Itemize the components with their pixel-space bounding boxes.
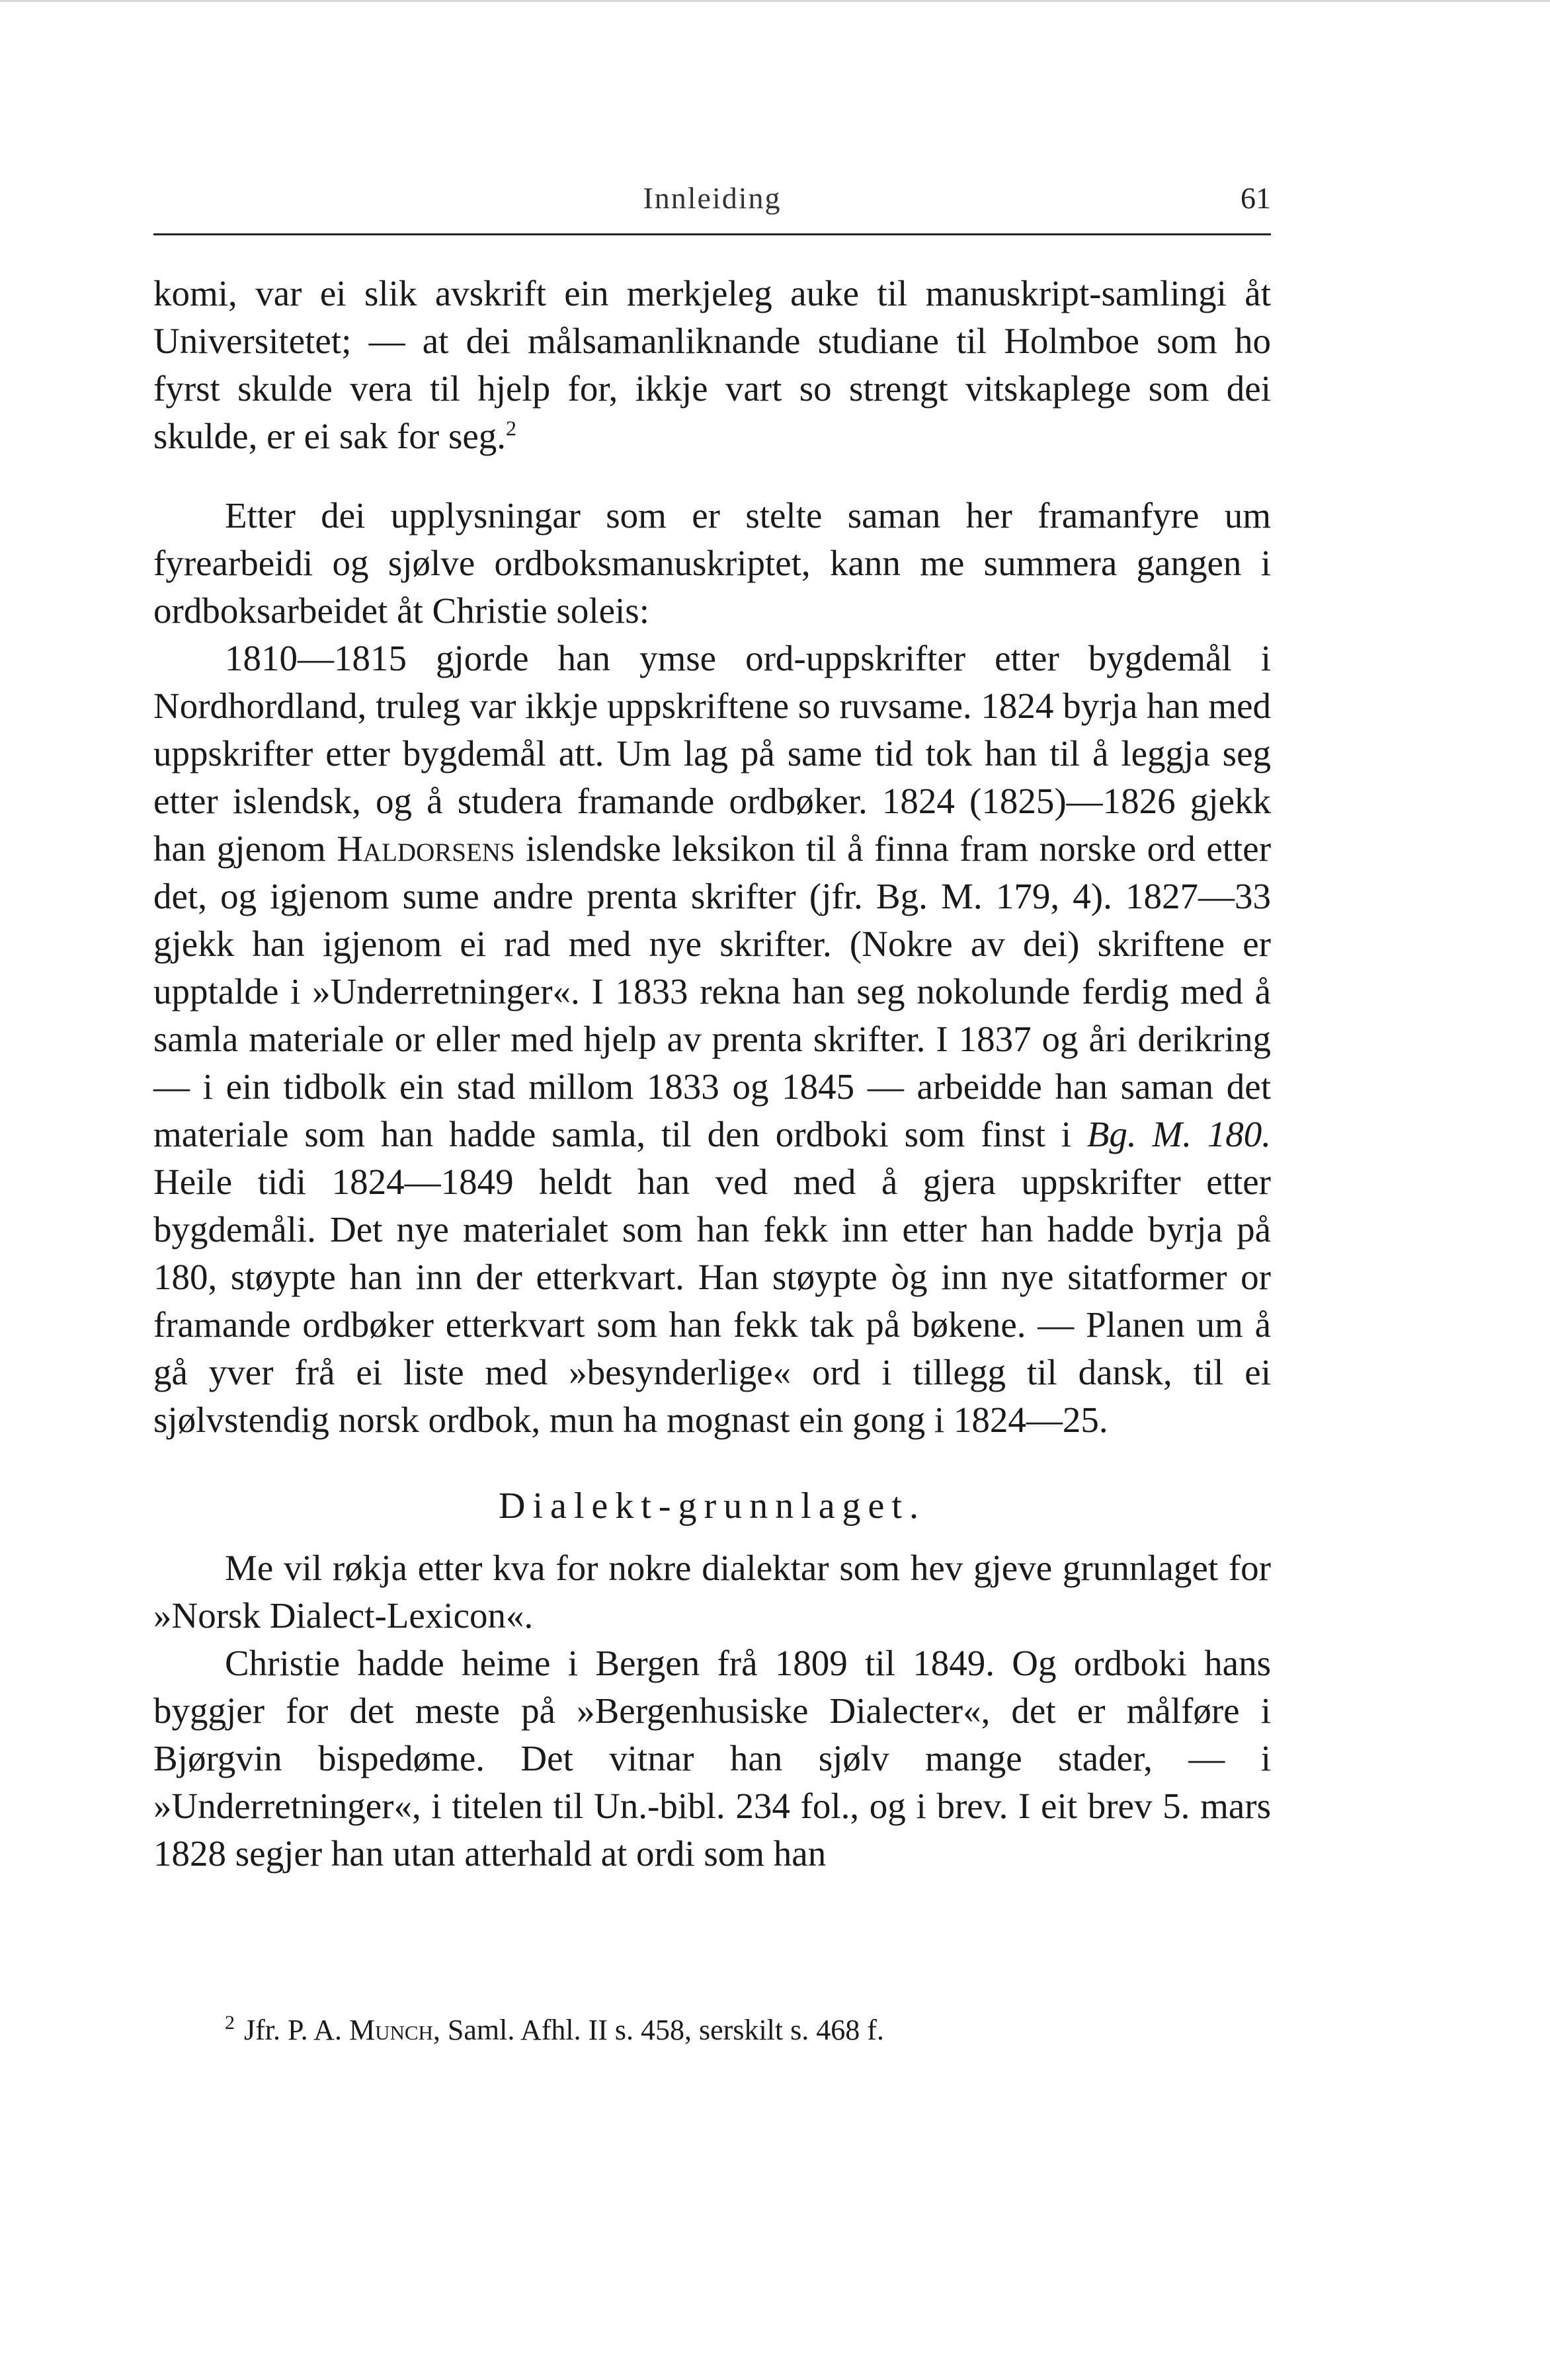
section-heading: Dialekt-grunnlaget.: [499, 1486, 926, 1527]
paragraph-3: [153, 635, 1271, 1444]
footnote: [153, 2012, 1271, 2049]
footnote-text-b: Saml. Afhl. II s. 458, serskilt s. 468 f.: [447, 2014, 884, 2046]
footnote-reference: 2: [506, 416, 517, 440]
paragraph-1: [153, 270, 1271, 460]
author-name-haldorsen: Haldorsens: [337, 828, 515, 869]
manuscript-reference: Bg. M. 180.: [1086, 1114, 1272, 1154]
paragraph-3-text-c: Heile tidi 1824—1849 heldt han ved med å gjera uppskrifter etter bygdemåli. Det nye materialet som han fekk inn etter han hadde byrja på 180, støypte han inn der etterkvart. Han støypte òg inn nye sitatformer or framande ordbøker etterkvart som han fekk tak på bøkene. — Planen um å gå yver frå ei liste med »besynderlige« ord i tillegg til dansk, til ei sjølvstendig norsk ordbok, mun ha mognast ein gong i 1824—25.: [153, 1162, 1271, 1440]
paragraph-4: Me vil røkja etter kva for nokre dialektar som hev gjeve grunnlaget for »Norsk Dialect-Lexicon«.: [153, 1548, 1271, 1636]
page-number: 61: [1241, 181, 1271, 215]
footnote-author-name: Munch,: [348, 2014, 440, 2046]
running-header: [153, 180, 1271, 235]
paragraph-5: Christie hadde heime i Bergen frå 1809 til 1849. Og ordboki hans byggjer for det meste på »Bergenhusiske Dialecter«, det er målføre i Bjørgvin bispedøme. Det vitnar han sjølv mange stader, — i »Underretninger«, i titelen til Un.-bibl. 234 fol., og i brev. I eit brev 5. mars 1828 segjer han utan atterhald at ordi som han: [153, 1643, 1271, 1874]
main-text: [153, 270, 1271, 1878]
footnote-mark: 2: [225, 2012, 235, 2034]
footnote-text-a: Jfr. P. A.: [244, 2014, 342, 2046]
paragraph-3-text-b: islendske leksikon til å finna fram norske ord etter det, og igjenom sume andre prenta skrifter (jfr. Bg. M. 179, 4). 1827—33 gjekk han igjenom ei rad med nye skrifter. (Nokre av dei) skriftene er upptalde i »Underretninger«. I 1833 rekna han seg nokolunde ferdig med å samla materiale or eller med hjelp av prenta skrifter. I 1837 og åri derikring — i ein tidbolk ein stad millom 1833 og 1845 — arbeidde han saman det materiale som han hadde samla, til den ordboki som finst i: [153, 828, 1272, 1154]
running-title: Innleiding: [643, 181, 782, 215]
paragraph-1-text: komi, var ei slik avskrift ein merkjeleg auke til manuskript-samlingi åt Universitetet; — at dei målsamanliknande studiane til Holmboe som ho fyrst skulde vera til hjelp for, ikkje vart so strengt vitskaplege som dei skulde, er ei sak for seg.: [153, 273, 1271, 456]
paragraph-3-text-a: 1810—1815 gjorde han ymse ord-uppskrifter etter bygdemål i Nordhordland, truleg var ikkje uppskriftene so ruvsame. 1824 byrja han med uppskrifter etter bygdemål att. Um lag på same tid tok han til å leggja seg etter islendsk, og å studera framande ordbøker. 1824 (1825)—1826 gjekk han gjenom: [153, 638, 1271, 869]
paragraph-2: Etter dei upplysningar som er stelte saman her framanfyre um fyrearbeidi og sjølve ordboksmanuskriptet, kann me summera gangen i ordboksarbeidet åt Christie soleis:: [153, 495, 1271, 631]
